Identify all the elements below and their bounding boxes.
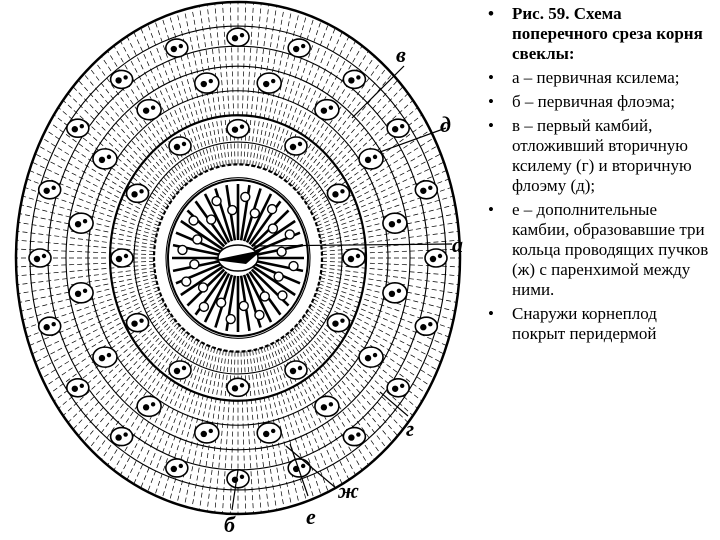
xylem-vessel (278, 291, 287, 300)
bundle-xylem-dot (301, 464, 305, 468)
bundle-xylem-dot (107, 353, 111, 357)
bundle-xylem-dot (43, 324, 49, 330)
bundle-xylem-dot (430, 256, 436, 262)
xylem-vessel (285, 230, 294, 239)
bundle-xylem-dot (332, 191, 338, 197)
xylem-vessel (228, 206, 237, 215)
label-b: б (224, 512, 235, 537)
bundle-xylem-dot (420, 188, 426, 194)
label-v: в (396, 42, 406, 67)
bundle-xylem-dot (293, 46, 299, 52)
bundle-xylem-dot (42, 254, 46, 258)
bundle-xylem-dot (348, 256, 354, 262)
xylem-vessel (212, 197, 221, 206)
bundle-xylem-dot (171, 466, 177, 472)
bundle-xylem-dot (240, 475, 244, 479)
bundle-xylem-dot (201, 431, 207, 437)
bundle-xylem-dot (34, 256, 40, 262)
bundle-xylem-dot (340, 318, 344, 322)
bundle-xylem-dot (139, 189, 143, 193)
bundle-xylem-dot (428, 322, 432, 326)
bundle-xylem-dot (124, 254, 128, 258)
bundle-xylem-dot (139, 318, 143, 322)
bundle-xylem-dot (373, 155, 377, 159)
bundle-xylem-dot (340, 189, 344, 193)
bundle-xylem-dot (83, 219, 87, 223)
bundle-xylem-dot (356, 432, 360, 436)
xylem-vessel (199, 302, 208, 311)
bundle-xylem-dot (115, 434, 121, 440)
bundle-xylem-dot (72, 126, 78, 132)
xylem-vessel (189, 216, 198, 225)
xylem-vessel (289, 262, 298, 271)
bundle-xylem-dot (143, 107, 149, 113)
bundle-xylem-dot (123, 432, 127, 436)
bundle-xylem-dot (301, 44, 305, 48)
xylem-vessel (260, 292, 269, 301)
bundle-xylem-dot (321, 107, 327, 113)
bundle-xylem-dot (329, 402, 333, 406)
bundle-xylem-dot (99, 355, 105, 361)
bundle-xylem-dot (107, 155, 111, 159)
bundle-xylem-dot (99, 157, 105, 163)
xylem-vessel (241, 192, 250, 201)
bundle-xylem-dot (51, 186, 55, 190)
bundle-xylem-dot (271, 429, 275, 433)
bundle-xylem-dot (298, 142, 302, 146)
xylem-vessel (250, 209, 259, 218)
bundle-xylem-dot (80, 124, 84, 128)
bundle-xylem-dot (332, 320, 338, 326)
bundle-xylem-dot (209, 79, 213, 83)
bundle-xylem-dot (392, 126, 398, 132)
central-xylem-core (168, 180, 308, 336)
label-d: д (440, 112, 451, 137)
bundle-xylem-dot (240, 124, 244, 128)
bundle-xylem-dot (389, 291, 395, 297)
bundle-xylem-dot (373, 353, 377, 357)
bundle-xylem-dot (174, 368, 180, 374)
bundle-xylem-dot (232, 126, 238, 132)
bundle-xylem-dot (397, 289, 401, 293)
bundle-xylem-dot (232, 385, 238, 391)
bundle-xylem-dot (438, 254, 442, 258)
bundle-xylem-dot (263, 81, 269, 87)
bundle-xylem-dot (80, 384, 84, 388)
figure-legend (482, 4, 714, 348)
bundle-xylem-dot (75, 291, 81, 297)
bundle-xylem-dot (43, 188, 49, 194)
legend-title: • Рис. 59. Схема поперечного среза корня свеклы: (482, 4, 714, 64)
legend-item-periderm: • Снаружи корнеплод покрыт перидермой (482, 304, 714, 344)
label-a: а (452, 232, 463, 257)
bundle-xylem-dot (356, 254, 360, 258)
bundle-xylem-dot (151, 105, 155, 109)
xylem-vessel (268, 224, 277, 233)
legend-item-v: • в – первый камбий, отложивший вторичную ксилему (г) и вторичную флоэму (д); (482, 116, 714, 196)
bundle-xylem-dot (179, 464, 183, 468)
label-zh: ж (338, 478, 359, 503)
bundle-xylem-dot (389, 221, 395, 227)
bundle-xylem-dot (348, 77, 354, 83)
legend-item-e: • е – дополнительные камбии, образовавшие три кольца проводящих пучков (ж) с паренхимой между ними. (482, 200, 714, 300)
bundle-xylem-dot (131, 191, 137, 197)
bundle-xylem-dot (143, 404, 149, 410)
xylem-vessel (255, 310, 264, 319)
bundle-xylem-dot (115, 77, 121, 83)
bundle-xylem-dot (72, 386, 78, 392)
xylem-vessel (274, 272, 283, 281)
legend-item-a: • а – первичная ксилема; (482, 68, 714, 88)
xylem-vessel (217, 298, 226, 307)
bundle-xylem-dot (397, 219, 401, 223)
bundle-xylem-dot (151, 402, 155, 406)
bundle-xylem-dot (263, 431, 269, 437)
bundle-xylem-dot (348, 434, 354, 440)
bundle-xylem-dot (123, 75, 127, 79)
bundle-xylem-dot (392, 386, 398, 392)
xylem-vessel (239, 301, 248, 310)
xylem-vessel (226, 315, 235, 324)
bundle-xylem-dot (201, 81, 207, 87)
xylem-vessel (277, 247, 286, 256)
bundle-xylem-dot (75, 221, 81, 227)
bundle-xylem-dot (321, 404, 327, 410)
xylem-vessel (178, 245, 187, 254)
bundle-xylem-dot (182, 142, 186, 146)
xylem-vessel (190, 260, 199, 269)
bundle-xylem-dot (428, 186, 432, 190)
bundle-xylem-dot (182, 366, 186, 370)
bundle-xylem-dot (209, 429, 213, 433)
xylem-vessel (199, 283, 208, 292)
xylem-vessel (207, 215, 216, 224)
bundle-xylem-dot (240, 383, 244, 387)
bundle-xylem-dot (420, 324, 426, 330)
label-e: е (306, 504, 316, 529)
bundle-xylem-dot (400, 384, 404, 388)
bundle-xylem-dot (171, 46, 177, 52)
bundle-xylem-dot (365, 157, 371, 163)
bundle-xylem-dot (174, 144, 180, 150)
bundle-xylem-dot (400, 124, 404, 128)
bundle-xylem-dot (232, 35, 238, 41)
bundle-xylem-dot (290, 144, 296, 150)
legend-item-b: • б – первичная флоэма; (482, 92, 714, 112)
bundle-xylem-dot (131, 320, 137, 326)
xylem-vessel (193, 235, 202, 244)
bundle-xylem-dot (290, 368, 296, 374)
bundle-xylem-dot (116, 256, 122, 262)
xylem-vessel (182, 277, 191, 286)
bundle-xylem-dot (179, 44, 183, 48)
bundle-xylem-dot (51, 322, 55, 326)
label-g: г (406, 416, 415, 441)
bundle-xylem-dot (365, 355, 371, 361)
bundle-xylem-dot (298, 366, 302, 370)
bundle-xylem-dot (329, 105, 333, 109)
xylem-vessel (268, 205, 277, 214)
bundle-xylem-dot (240, 33, 244, 37)
bundle-xylem-dot (271, 79, 275, 83)
bundle-xylem-dot (83, 289, 87, 293)
bundle-xylem-dot (356, 75, 360, 79)
